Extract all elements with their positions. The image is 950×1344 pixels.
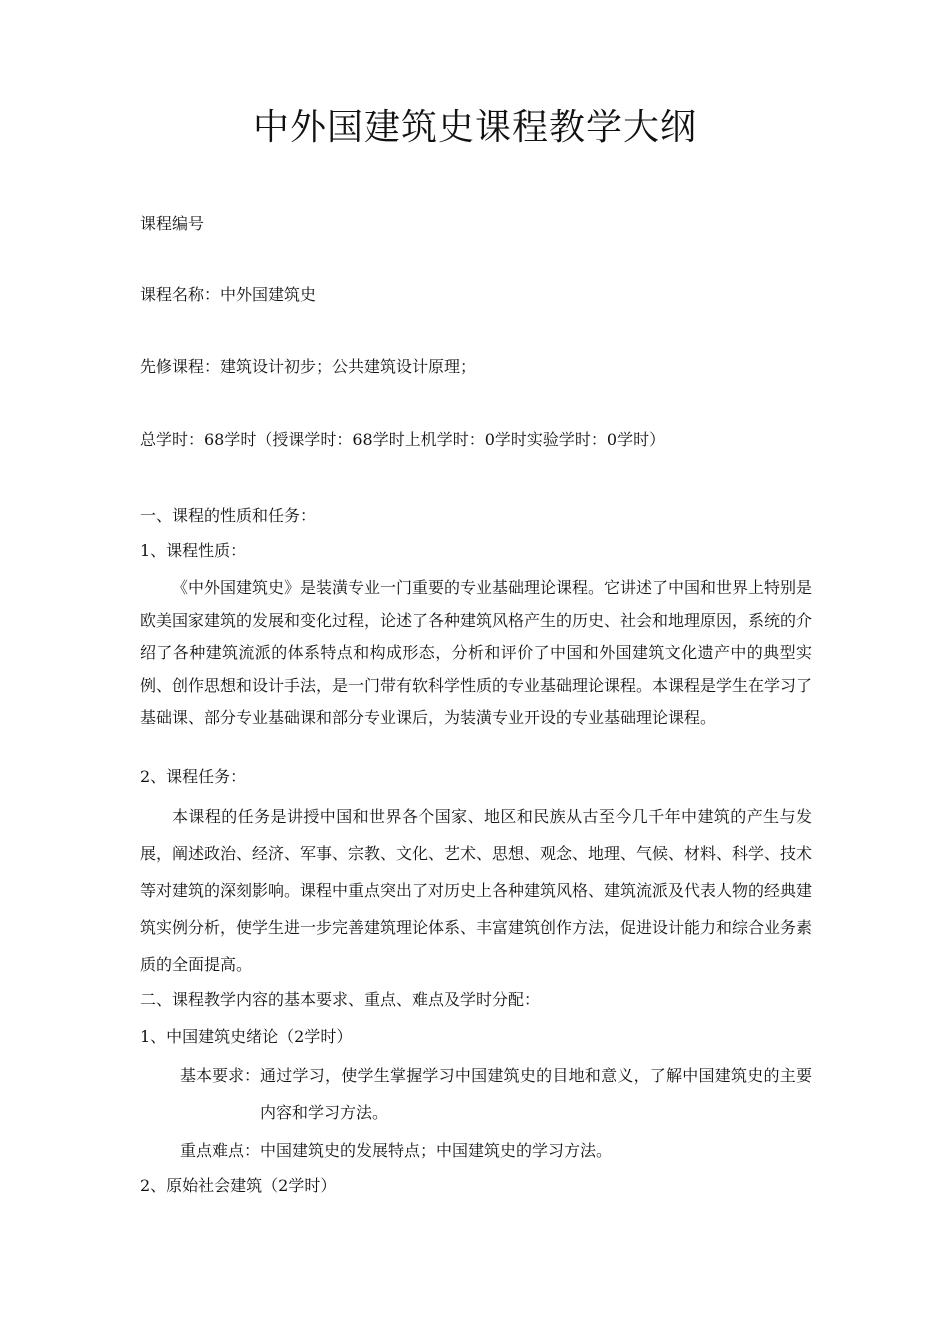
unit-2-heading: 2、原始社会建筑（2学时） (140, 1176, 337, 1195)
key-points-label: 重点难点： (180, 1141, 261, 1160)
total-hours: 总学时：68学时（授课学时：68学时上机学时：0学时实验学时：0学时） (140, 430, 666, 449)
course-code-label: 课程编号 (140, 214, 205, 233)
unit-1-key-points (180, 1132, 812, 1169)
course-task-text: 本课程的任务是讲授中国和世界各个国家、地区和民族从古至今几千年中建筑的产生与发展，阐述政治、经济、军事、宗教、文化、艺术、思想、观念、地理、气候、材料、科学、技术等对建筑的深刻影响。课程中重点突出了对历史上各种建筑风格、建筑流派及代表人物的经典建筑实例分析，使学生进一步完善建筑理论体系、丰富建筑创作方法，促进设计能力和综合业务素质的全面提高。 (140, 807, 813, 974)
course-nature-heading: 1、课程性质： (140, 541, 247, 560)
unit-1-basic-requirements (180, 1057, 812, 1131)
course-name: 课程名称：中外国建筑史 (140, 285, 317, 304)
course-nature-text: 《中外国建筑史》是装潢专业一门重要的专业基础理论课程。它讲述了中国和世界上特别是欧美国家建筑的发展和变化过程，论述了各种建筑风格产生的历史、社会和地理原因，系统的介绍了各种建筑流派的体系特点和构成形态，分析和评价了中国和外国建筑文化遗产中的典型实例、创作思想和设计手法，是一门带有软科学性质的专业基础理论课程。本课程是学生在学习了基础课、部分专业基础课和部分专业课后，为装潢专业开设的专业基础理论课程。 (140, 578, 813, 727)
prerequisites: 先修课程：建筑设计初步；公共建筑设计原理； (140, 357, 477, 376)
course-task-heading: 2、课程任务： (140, 767, 247, 786)
basic-requirements-label: 基本要求： (180, 1066, 261, 1085)
key-points-text: 中国建筑史的发展特点；中国建筑史的学习方法。 (260, 1141, 613, 1160)
basic-requirements-text: 通过学习，使学生掌握学习中国建筑史的目地和意义，了解中国建筑史的主要内容和学习方法。 (260, 1066, 812, 1122)
unit-1-heading: 1、中国建筑史绪论（2学时） (140, 1027, 353, 1046)
section-2-heading: 二、课程教学内容的基本要求、重点、难点及学时分配： (140, 990, 541, 1009)
section-1-heading: 一、课程的性质和任务： (140, 506, 317, 525)
document-title: 中外国建筑史课程教学大纲 (252, 107, 697, 148)
